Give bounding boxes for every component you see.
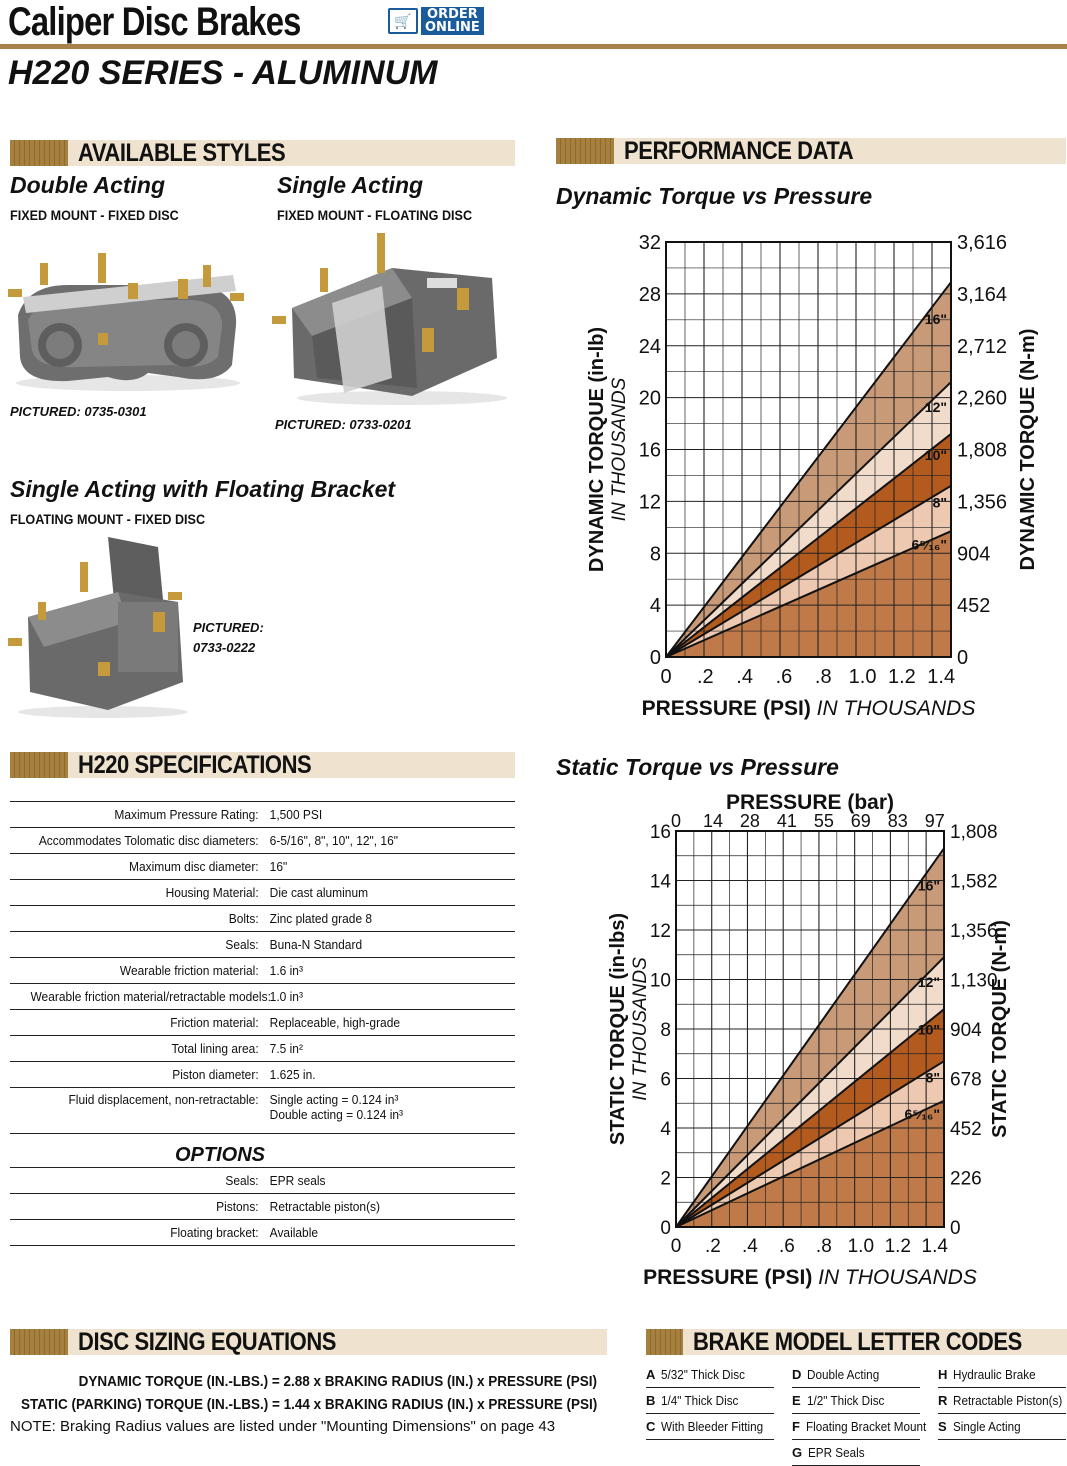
y-tick-label: 4	[660, 1119, 671, 1140]
spec-label: Wearable friction material/retractable models:	[30, 989, 271, 1004]
page-subtitle: H220 SERIES - ALUMINUM	[8, 54, 438, 92]
x-tick-label: .6	[778, 1236, 795, 1257]
y-axis-label-suffix: IN THOUSANDS	[630, 957, 651, 1101]
x-tick-label: 1.2	[884, 1236, 912, 1257]
letter-code-item	[792, 1414, 927, 1440]
letter-code-column	[938, 1362, 1066, 1440]
x-tick-label: 1.0	[848, 666, 877, 688]
series-label: 8"	[932, 494, 947, 511]
x-tick-label: .8	[814, 666, 832, 688]
spec-row	[10, 905, 515, 931]
spec-label: Maximum Pressure Rating:	[114, 807, 259, 822]
y2-axis-label: STATIC TORQUE (N-m)	[989, 920, 1011, 1138]
spec-value: 1,500 PSI	[269, 807, 323, 822]
spec-value: Single acting = 0.124 in³ Double acting = 0.124 in³	[269, 1092, 403, 1122]
letter-code-desc: 5/32" Thick Disc	[661, 1367, 746, 1382]
y-tick-label: 20	[638, 387, 661, 410]
y-tick-label: 8	[649, 543, 661, 566]
order-online-label: ORDER ONLINE	[421, 7, 484, 35]
dynamic-torque-chart	[556, 222, 1066, 732]
header-rule	[0, 44, 1067, 49]
y2-tick-label: 3,616	[957, 232, 1008, 254]
x-tick-label: .4	[736, 666, 753, 688]
spec-row	[10, 1061, 515, 1087]
x2-tick-label: 55	[813, 811, 834, 831]
spec-label: Piston diameter:	[172, 1067, 259, 1082]
x2-tick-label: 69	[850, 811, 871, 831]
x-axis-label: PRESSURE (PSI) IN THOUSANDS	[641, 697, 976, 720]
spec-row	[10, 1087, 515, 1133]
y-tick-label: 16	[649, 822, 671, 843]
y2-tick-label: 226	[950, 1168, 982, 1190]
spec-label: Accommodates Tolomatic disc diameters:	[38, 833, 259, 848]
letter-code: H	[938, 1367, 948, 1382]
letter-code: S	[938, 1419, 947, 1434]
spec-label: Fluid displacement, non-retractable:	[68, 1092, 259, 1107]
letter-code-desc: Retractable Piston(s)	[953, 1393, 1063, 1408]
y2-tick-label: 2,260	[957, 387, 1008, 410]
spec-label: Seals:	[225, 937, 259, 952]
x-tick-label: 0	[660, 666, 672, 688]
letter-code: F	[792, 1419, 800, 1434]
style-name: Single Acting with Floating Bracket	[10, 476, 396, 502]
y2-tick-label: 0	[950, 1218, 961, 1239]
letter-code-item	[792, 1440, 920, 1466]
letter-code-desc: 1/2" Thick Disc	[806, 1393, 885, 1408]
order-online-button[interactable]	[388, 6, 504, 36]
y2-axis-label: DYNAMIC TORQUE (N-m)	[1017, 328, 1039, 571]
y2-tick-label: 1,808	[950, 822, 998, 843]
spec-label: Seals:	[225, 1173, 259, 1188]
letter-code-item	[792, 1362, 920, 1388]
letter-code-desc: Floating Bracket Mount	[805, 1419, 927, 1434]
options-heading: OPTIONS	[10, 1133, 515, 1167]
equations-note: NOTE: Braking Radius values are listed under "Mounting Dimensions" on page 43	[10, 1418, 556, 1435]
x-tick-label: .4	[742, 1236, 758, 1257]
letter-code: D	[792, 1367, 802, 1382]
spec-value: 16"	[269, 859, 288, 874]
spec-label: Floating bracket:	[170, 1225, 259, 1240]
spec-row	[10, 1035, 515, 1061]
x2-tick-label: 14	[702, 811, 723, 831]
spec-row	[10, 931, 515, 957]
spec-label: Friction material:	[170, 1015, 259, 1030]
spec-value: Available	[269, 1225, 319, 1240]
spec-row	[10, 1193, 515, 1219]
letter-code-item	[792, 1388, 920, 1414]
y2-tick-label: 904	[957, 543, 991, 566]
y2-tick-label: 452	[950, 1119, 982, 1140]
y-tick-label: 0	[649, 647, 661, 669]
style-name: Single Acting	[277, 172, 424, 198]
dynamic-torque-equation: DYNAMIC TORQUE (IN.-LBS.) = 2.88 x BRAKING RADIUS (IN.) x PRESSURE (PSI)	[78, 1373, 597, 1390]
y-tick-label: 10	[649, 970, 671, 992]
y-tick-label: 8	[660, 1020, 671, 1041]
y-tick-label: 0	[660, 1218, 671, 1239]
performance-header: PERFORMANCE DATA	[556, 138, 1066, 164]
y2-tick-label: 1,582	[950, 871, 998, 893]
spec-value: 1.625 in.	[269, 1067, 316, 1082]
letter-code-column	[646, 1362, 774, 1440]
series-label: 6⁵⁄₁₆"	[904, 1105, 940, 1122]
spec-value: Replaceable, high-grade	[269, 1015, 401, 1030]
style-mount: FLOATING MOUNT - FIXED DISC	[10, 511, 206, 527]
spec-label: Pistons:	[216, 1199, 259, 1214]
y2-tick-label: 1,130	[950, 970, 998, 992]
spec-value: EPR seals	[269, 1173, 326, 1188]
y2-tick-label: 452	[957, 595, 991, 618]
spec-value: Die cast aluminum	[269, 885, 369, 900]
letter-code-item	[646, 1388, 774, 1414]
x2-tick-label: 28	[739, 811, 760, 831]
x-tick-label: 0	[670, 1236, 682, 1257]
y2-tick-label: 678	[950, 1069, 982, 1091]
spec-label: Bolts:	[228, 911, 259, 926]
letter-code-item	[646, 1414, 774, 1440]
y-tick-label: 12	[638, 491, 661, 514]
y2-tick-label: 2,712	[957, 335, 1008, 358]
x2-tick-label: 41	[776, 811, 797, 831]
letter-code: B	[646, 1393, 656, 1408]
cart-icon: 🛒	[388, 8, 418, 34]
y2-tick-label: 1,356	[950, 921, 998, 942]
spec-row	[10, 879, 515, 905]
letter-code-desc: Single Acting	[952, 1419, 1021, 1434]
x-tick-label: .8	[815, 1236, 832, 1257]
letter-code: E	[792, 1393, 801, 1408]
y-tick-label: 6	[660, 1069, 671, 1091]
y-axis-label: DYNAMIC TORQUE (in-lb)	[586, 326, 608, 573]
static-torque-equation: STATIC (PARKING) TORQUE (IN.-LBS.) = 1.44 x BRAKING RADIUS (IN.) x PRESSURE (PSI)	[20, 1396, 597, 1413]
series-label: 10"	[917, 1021, 940, 1038]
x-tick-label: 1.2	[887, 666, 916, 688]
equations-header: DISC SIZING EQUATIONS	[10, 1329, 607, 1355]
spec-value: Buna-N Standard	[269, 937, 363, 952]
x-tick-label: 1.4	[921, 1236, 948, 1257]
spec-row	[10, 957, 515, 983]
y2-tick-label: 1,356	[957, 491, 1008, 514]
spec-value: 1.0 in³	[269, 989, 303, 1004]
y-tick-label: 28	[638, 283, 661, 306]
spec-value: 1.6 in³	[269, 963, 303, 978]
spec-value: 6-5/16", 8", 10", 12", 16"	[269, 833, 398, 848]
floating-bracket-caliper-photo	[8, 532, 198, 722]
letter-code-desc: With Bleeder Fitting	[661, 1419, 764, 1434]
specifications-table	[10, 801, 515, 1246]
y-tick-label: 2	[660, 1168, 671, 1190]
letter-code: R	[938, 1393, 948, 1408]
y-axis-label-suffix: IN THOUSANDS	[609, 377, 630, 522]
y2-tick-label: 3,164	[957, 283, 1008, 306]
page-title: Caliper Disc Brakes	[8, 0, 301, 44]
x2-tick-label: 97	[924, 811, 945, 831]
series-label: 12"	[924, 399, 947, 416]
series-label: 6⁵⁄₁₆"	[911, 536, 947, 553]
style-mount: FIXED MOUNT - FIXED DISC	[10, 207, 179, 223]
style-name: Double Acting	[10, 172, 166, 198]
letter-code-item	[938, 1388, 1066, 1414]
spec-row	[10, 827, 515, 853]
y2-tick-label: 0	[957, 647, 969, 669]
spec-label: Wearable friction material:	[119, 963, 259, 978]
spec-label: Housing Material:	[165, 885, 259, 900]
x2-axis-label: PRESSURE (bar)	[725, 791, 895, 814]
spec-row	[10, 1009, 515, 1035]
static-torque-chart	[556, 786, 1066, 1296]
y2-tick-label: 904	[950, 1020, 982, 1041]
y-axis-label: STATIC TORQUE (in-lbs)	[607, 912, 629, 1146]
specifications-header: H220 SPECIFICATIONS	[10, 752, 515, 778]
spec-row	[10, 983, 515, 1009]
dynamic-chart-title: Dynamic Torque vs Pressure	[556, 183, 873, 209]
x-tick-label: .6	[775, 666, 793, 688]
x-tick-label: .2	[705, 1236, 721, 1257]
pictured-label: PICTURED:	[193, 620, 264, 635]
spec-row	[10, 1219, 515, 1245]
y-tick-label: 12	[649, 921, 671, 942]
spec-row	[10, 801, 515, 827]
letter-code-column	[792, 1362, 927, 1466]
static-chart-title: Static Torque vs Pressure	[556, 754, 839, 780]
letter-code-item	[646, 1362, 774, 1388]
x2-tick-label: 0	[670, 811, 682, 831]
y-tick-label: 4	[649, 595, 661, 618]
series-label: 8"	[925, 1069, 940, 1086]
spec-row	[10, 853, 515, 879]
y-tick-label: 24	[638, 335, 661, 358]
spec-value: 7.5 in²	[269, 1041, 303, 1056]
spec-label: Total lining area:	[171, 1041, 259, 1056]
x-axis-label: PRESSURE (PSI) IN THOUSANDS	[643, 1266, 977, 1289]
single-acting-caliper-photo	[272, 228, 512, 408]
letter-codes-header: BRAKE MODEL LETTER CODES	[646, 1329, 1067, 1355]
pictured-part-number: PICTURED: 0735-0301	[10, 404, 147, 419]
letter-code-desc: 1/4" Thick Disc	[661, 1393, 739, 1408]
letter-code: C	[646, 1419, 656, 1434]
y-tick-label: 16	[638, 439, 661, 462]
y2-tick-label: 1,808	[957, 439, 1008, 462]
pictured-part-number: PICTURED: 0733-0201	[275, 417, 412, 432]
style-mount: FIXED MOUNT - FLOATING DISC	[277, 207, 473, 223]
double-acting-caliper-photo	[8, 245, 248, 395]
x2-tick-label: 83	[887, 811, 908, 831]
letter-code-desc: Hydraulic Brake	[953, 1367, 1036, 1382]
spec-value: Zinc plated grade 8	[269, 911, 373, 926]
letter-code: G	[792, 1445, 803, 1460]
spec-label: Maximum disc diameter:	[129, 859, 259, 874]
available-styles-header: AVAILABLE STYLES	[10, 140, 515, 166]
letter-code: A	[646, 1367, 656, 1382]
y-tick-label: 32	[638, 232, 661, 254]
spec-row	[10, 1167, 515, 1193]
pictured-part-number: 0733-0222	[193, 640, 256, 655]
x-tick-label: 1.4	[927, 666, 956, 688]
series-label: 16"	[917, 877, 940, 894]
x-tick-label: .2	[696, 666, 714, 688]
series-label: 16"	[924, 311, 947, 328]
x-tick-label: 1.0	[847, 1236, 875, 1257]
series-label: 12"	[917, 973, 940, 990]
letter-code-desc: EPR Seals	[808, 1445, 865, 1460]
letter-code-item	[938, 1414, 1066, 1440]
spec-value: Retractable piston(s)	[269, 1199, 381, 1214]
letter-code-item	[938, 1362, 1066, 1388]
y-tick-label: 14	[649, 871, 671, 893]
letter-code-desc: Double Acting	[807, 1367, 880, 1382]
series-label: 10"	[924, 446, 947, 463]
